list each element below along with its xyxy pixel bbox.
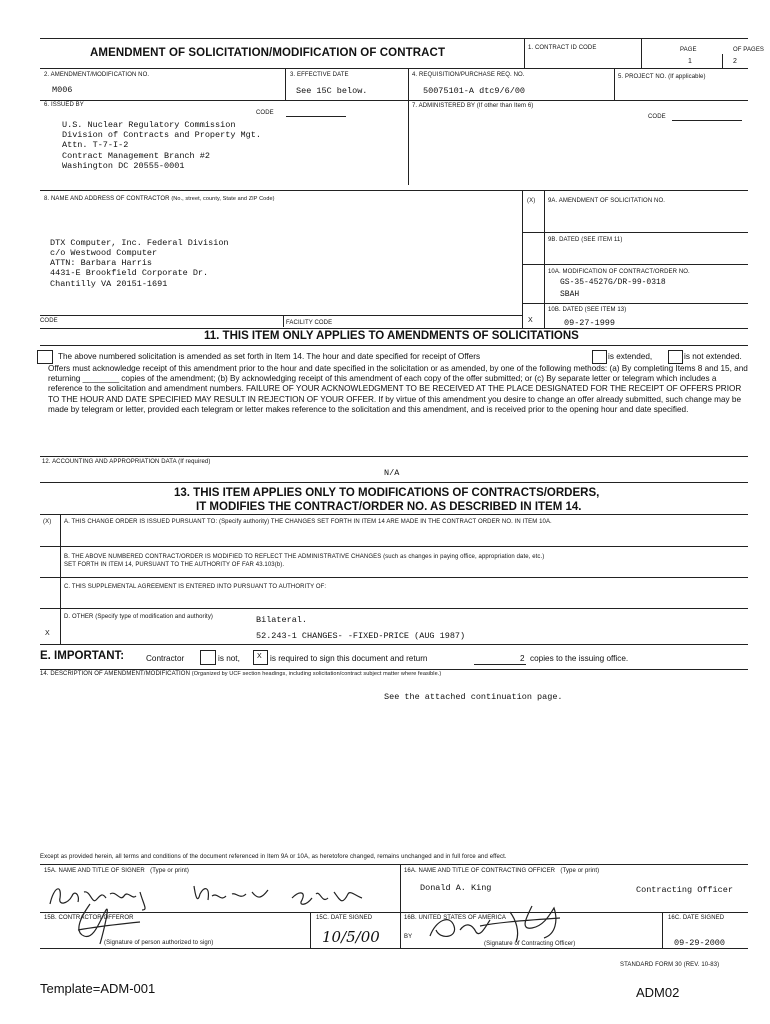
block8-label [44, 196, 275, 202]
block14-value: See the attached continuation page. [384, 692, 563, 702]
block9a-label: 9A. AMENDMENT OF SOLICITATION NO. [548, 198, 665, 204]
block14-label-text: 14. DESCRIPTION OF AMENDMENT/MODIFICATION [40, 671, 190, 677]
contractor-line-2: c/o Westwood Computer [50, 248, 158, 258]
item11-not-extended-text: is not extended. [684, 352, 742, 361]
block5-label: 5. PROJECT NO. (If applicable) [618, 74, 706, 80]
item13-a: A. THIS CHANGE ORDER IS ISSUED PURSUANT TO: (Specify authority) THE CHANGES SET FORTH IN ITEM 14 ARE MADE IN THE CONTRACT ORDER NO. IN ITEM 10A. [64, 519, 552, 525]
block10a-value-2: SBAH [560, 290, 580, 299]
item11-body: Offers must acknowledge receipt of this amendment prior to the hour and date specified in the solicitation or as amended, by one of the following methods: (a) By completing Items 8 and 15, and returning ________ copies of the amendment; (b) By acknowledging receipt of this amendment of each copy of the offer submitted; or (c) By separate letter or telegram which includes a reference to the solicitation and amendment numbers. FAILURE OF YOUR ACKNOWLEDGMENT TO BE RECEIVED AT THE PLACE DESIGNATED FOR THE RECEIPT OF OFFERS PRIOR TO THE HOUR AND DATE SPECIFIED MAY RESULT IN REJECTION OF YOUR OFFER. If by virtue of this amendment you desire to change an offer already submitted, such change may be made by telegram or letter, provided each telegram or letter makes reference to the solicitation and this amendment, and is received prior to the opening hour and date specified. [48, 364, 748, 414]
officer-name: Donald A. King [420, 883, 492, 893]
block4-value: 50075101-A dtc9/6/00 [423, 86, 526, 96]
item13-c: C. THIS SUPPLEMENTAL AGREEMENT IS ENTERED INTO PURSUANT TO AUTHORITY OF: [64, 584, 327, 590]
item11-heading: 11. THIS ITEM ONLY APPLIES TO AMENDMENTS OF SOLICITATIONS [204, 330, 579, 342]
block16a-label [404, 868, 599, 874]
block7-label: 7. ADMINISTERED BY (If other than Item 6) [412, 103, 534, 109]
block10a-label: 10A. MODIFICATION OF CONTRACT/ORDER NO. [548, 269, 690, 275]
item11-not-extended-checkbox[interactable] [668, 350, 683, 364]
issued-by-line-5: Washington DC 20555-0001 [62, 161, 185, 171]
standard-form: STANDARD FORM 30 (REV. 10-83) [620, 962, 720, 968]
block2-value: M006 [52, 85, 73, 95]
contract-id-code-label: 1. CONTRACT ID CODE [528, 45, 597, 51]
item13-d-x-mark: X [45, 630, 50, 637]
important-label: E. IMPORTANT: [40, 650, 125, 662]
important-required-text: is required to sign this document and return [270, 654, 428, 663]
item13-d: D. OTHER (Specify type of modification and authority) [64, 614, 214, 620]
block9-x-header: (X) [527, 198, 536, 204]
important-not-required-checkbox[interactable] [200, 650, 216, 665]
issued-by-line-3: Attn. T-7-I-2 [62, 140, 129, 150]
block4-label: 4. REQUISITION/PURCHASE REQ. NO. [412, 72, 525, 78]
block10a-value: GS-35-4527G/DR-99-0318 [560, 278, 666, 287]
block8-label-note: (No., street, county, State and ZIP Code) [171, 196, 275, 202]
important-copies: 2 [520, 654, 525, 663]
item13-x-header: (X) [43, 519, 52, 525]
of-pages-label: OF PAGES [733, 47, 765, 53]
block16c-label: 16C. DATE SIGNED [668, 915, 725, 921]
block16a-label-text: 16A. NAME AND TITLE OF CONTRACTING OFFICER [404, 868, 556, 874]
block8-code-label: CODE [40, 318, 58, 324]
block15b-label: 15B. CONTRACTOR/OFFEROR [44, 915, 134, 921]
block3-value: See 15C below. [296, 86, 368, 96]
block15a-label [44, 868, 189, 874]
block16b-label: 16B. UNITED STATES OF AMERICA [404, 915, 507, 921]
template-label: Template=ADM-001 [40, 981, 156, 996]
block6-code-label: CODE [256, 110, 274, 116]
contractor-line-5: Chantilly VA 20151-1691 [50, 279, 168, 289]
block15c-label: 15C. DATE SIGNED [316, 915, 373, 921]
item11-line1: The above numbered solicitation is amended as set forth in Item 14. The hour and date specified for receipt of Offers [58, 352, 481, 361]
page-count: 2 [733, 58, 737, 65]
important-x-mark: X [257, 653, 262, 660]
contractor-line-4: 4431-E Brookfield Corporate Dr. [50, 268, 209, 278]
page-label: PAGE [680, 47, 697, 53]
by-label: BY [404, 934, 413, 940]
issued-by-line-4: Contract Management Branch #2 [62, 151, 210, 161]
block2-label: 2. AMENDMENT/MODIFICATION NO. [44, 72, 150, 78]
block9b-label: 9B. DATED (SEE ITEM 11) [548, 237, 623, 243]
contractor-line-1: DTX Computer, Inc. Federal Division [50, 238, 229, 248]
item13-b-line2: SET FORTH IN ITEM 14, PURSUANT TO THE AUTHORITY OF FAR 43.103(b). [64, 562, 285, 568]
item11-extended-text: is extended, [608, 352, 653, 361]
block16c-value: 09-29-2000 [674, 938, 726, 948]
block15b-sig-note: (Signature of person authorized to sign) [104, 940, 214, 946]
item13-heading-2: IT MODIFIES THE CONTRACT/ORDER NO. AS DESCRIBED IN ITEM 14. [196, 501, 582, 513]
form-title: AMENDMENT OF SOLICITATION/MODIFICATION OF CONTRACT [90, 47, 446, 59]
item11-amended-checkbox[interactable] [37, 350, 53, 364]
block16a-note: (Type or print) [560, 868, 600, 874]
issued-by-line-1: U.S. Nuclear Regulatory Commission [62, 120, 236, 130]
block3-label: 3. EFFECTIVE DATE [290, 72, 349, 78]
block6-label: 6. ISSUED BY [44, 102, 84, 108]
item13-d-value-1: Bilateral. [256, 615, 308, 625]
block7-code-label: CODE [648, 114, 666, 120]
important-copies-text: copies to the issuing office. [530, 654, 629, 663]
block14-label-note: (Organized by UCF section headings, including solicitation/contract subject matter where feasible.) [191, 671, 442, 677]
facility-code-label: FACILITY CODE [286, 320, 333, 326]
important-contractor: Contractor [146, 654, 185, 663]
item11-extended-checkbox[interactable] [592, 350, 607, 364]
block12-label: 12. ACCOUNTING AND APPROPRIATION DATA (If required) [42, 459, 211, 465]
form-code: ADM02 [636, 985, 680, 1000]
item13-b-line1: B. THE ABOVE NUMBERED CONTRACT/ORDER IS MODIFIED TO REFLECT THE ADMINISTRATIVE CHANGES (such as changes in paying office, appropriation date, etc.) [64, 554, 545, 560]
item13-heading-1: 13. THIS ITEM APPLIES ONLY TO MODIFICATIONS OF CONTRACTS/ORDERS, [174, 487, 600, 499]
block10b-value: 09-27-1999 [564, 318, 616, 328]
block16b-sig-note: (Signature of Contracting Officer) [484, 941, 576, 947]
except-text: Except as provided herein, all terms and conditions of the document referenced in Item 9A or 10A, as heretofore changed, remains unchanged and in full force and effect. [40, 854, 507, 860]
block8-label-text: 8. NAME AND ADDRESS OF CONTRACTOR [44, 196, 170, 202]
block15c-value: 10/5/00 [322, 928, 380, 946]
block15a-note: (Type or print) [150, 868, 189, 874]
block12-value: N/A [384, 468, 400, 478]
block10b-label: 10B. DATED (SEE ITEM 13) [548, 307, 627, 313]
important-is-not: is not, [218, 654, 240, 663]
officer-title: Contracting Officer [636, 885, 733, 895]
block10-x-mark: X [528, 317, 533, 324]
item13-d-value-2: 52.243-1 CHANGES- -FIXED-PRICE (AUG 1987) [256, 631, 466, 641]
page-number: 1 [688, 58, 692, 65]
contractor-line-3: ATTN: Barbara Harris [50, 258, 153, 268]
block15a-label-text: 15A. NAME AND TITLE OF SIGNER [44, 868, 145, 874]
block14-label [40, 671, 441, 677]
issued-by-line-2: Division of Contracts and Property Mgt. [62, 130, 261, 140]
